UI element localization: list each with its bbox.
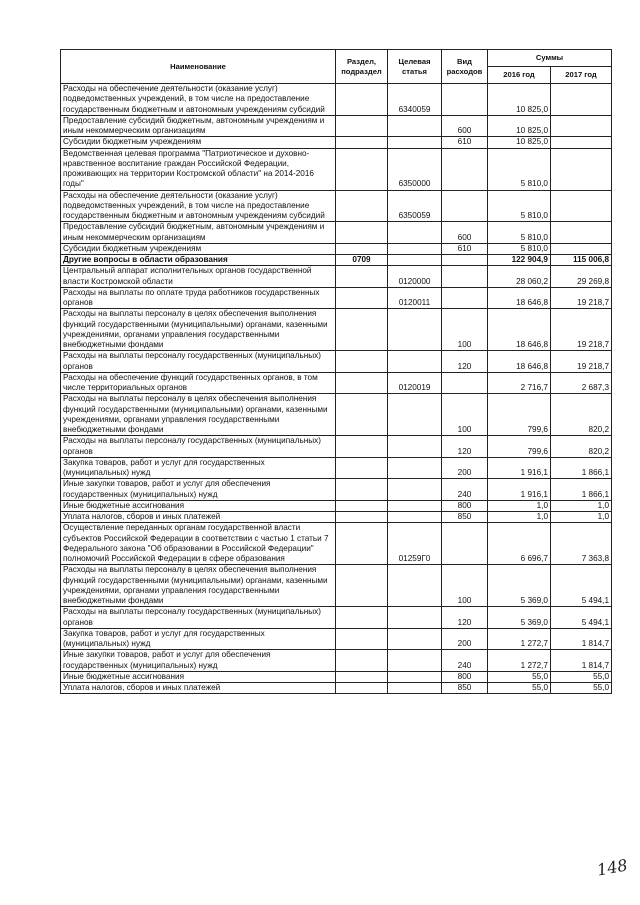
row-article: 0120000	[388, 266, 442, 288]
row-section	[336, 394, 388, 436]
row-sum-2017: 29 269,8	[551, 266, 612, 288]
table-row	[61, 650, 612, 672]
row-name: Расходы на выплаты персоналу государственных (муниципальных) органов	[61, 436, 336, 458]
table-row	[61, 565, 612, 607]
row-sum-2017: 19 218,7	[551, 309, 612, 351]
row-expense-type	[442, 255, 488, 266]
row-expense-type: 200	[442, 628, 488, 650]
row-sum-2017: 820,2	[551, 394, 612, 436]
table-row	[61, 287, 612, 309]
row-article	[388, 683, 442, 694]
row-section	[336, 512, 388, 523]
table-body	[61, 84, 612, 694]
row-name: Расходы на выплаты персоналу государственных (муниципальных) органов	[61, 351, 336, 373]
row-sum-2017: 2 687,3	[551, 372, 612, 394]
row-section	[336, 523, 388, 565]
row-article	[388, 479, 442, 501]
row-expense-type: 240	[442, 479, 488, 501]
row-section	[336, 479, 388, 501]
row-section	[336, 243, 388, 254]
row-sum-2017	[551, 190, 612, 222]
table-row	[61, 683, 612, 694]
row-article	[388, 255, 442, 266]
row-name: Расходы на обеспечение деятельности (оказание услуг) подведомственных учреждений, в том числе на предоставление государственным бюджетным и автономным учреждениям субсидий	[61, 84, 336, 116]
row-expense-type: 600	[442, 222, 488, 244]
row-sum-2016: 5 810,0	[488, 243, 551, 254]
row-sum-2016: 10 825,0	[488, 84, 551, 116]
row-name: Ведомственная целевая программа "Патриотическое и духовно-нравственное воспитание граждан Российской Федерации, проживающих на территории Костромской области" на 2014-2016 годы"	[61, 148, 336, 190]
row-expense-type: 800	[442, 500, 488, 511]
row-section	[336, 287, 388, 309]
row-sum-2016: 28 060,2	[488, 266, 551, 288]
row-article: 6350059	[388, 190, 442, 222]
row-expense-type	[442, 190, 488, 222]
row-expense-type: 600	[442, 115, 488, 137]
row-name: Иные закупки товаров, работ и услуг для обеспечения государственных (муниципальных) нужд	[61, 650, 336, 672]
row-sum-2017: 115 006,8	[551, 255, 612, 266]
row-name: Субсидии бюджетным учреждениям	[61, 243, 336, 254]
row-sum-2016: 2 716,7	[488, 372, 551, 394]
row-sum-2017: 1,0	[551, 512, 612, 523]
row-sum-2016: 18 646,8	[488, 309, 551, 351]
row-sum-2017: 1 866,1	[551, 479, 612, 501]
row-sum-2017	[551, 84, 612, 116]
row-expense-type	[442, 84, 488, 116]
row-name: Расходы на выплаты по оплате труда работников государственных органов	[61, 287, 336, 309]
row-expense-type: 120	[442, 351, 488, 373]
row-section: 0709	[336, 255, 388, 266]
row-section	[336, 309, 388, 351]
table-row	[61, 523, 612, 565]
row-article	[388, 650, 442, 672]
row-name: Расходы на обеспечение функций государственных органов, в том числе территориальных органов	[61, 372, 336, 394]
table-row	[61, 479, 612, 501]
page-number: 148	[595, 855, 629, 880]
row-sum-2017	[551, 115, 612, 137]
row-section	[336, 148, 388, 190]
row-name: Расходы на выплаты персоналу государственных (муниципальных) органов	[61, 607, 336, 629]
row-expense-type: 120	[442, 607, 488, 629]
table-row	[61, 137, 612, 148]
table-row	[61, 115, 612, 137]
row-section	[336, 671, 388, 682]
row-sum-2017: 1,0	[551, 500, 612, 511]
header-expense-type: Вид расходов	[442, 50, 488, 84]
row-sum-2016: 10 825,0	[488, 115, 551, 137]
row-article	[388, 222, 442, 244]
row-article	[388, 457, 442, 479]
row-sum-2016: 799,6	[488, 394, 551, 436]
row-article: 6340059	[388, 84, 442, 116]
table-row	[61, 394, 612, 436]
row-name: Другие вопросы в области образования	[61, 255, 336, 266]
row-section	[336, 607, 388, 629]
budget-table	[60, 49, 612, 694]
row-name: Расходы на выплаты персоналу в целях обеспечения выполнения функций государственными (муниципальными) органами, казенными учреждениями, органами управления государственными внебюджетными фондами	[61, 565, 336, 607]
header-name: Наименование	[61, 50, 336, 84]
row-article	[388, 351, 442, 373]
row-sum-2016: 18 646,8	[488, 351, 551, 373]
row-sum-2017: 19 218,7	[551, 287, 612, 309]
row-article	[388, 607, 442, 629]
row-expense-type: 240	[442, 650, 488, 672]
row-expense-type	[442, 372, 488, 394]
row-section	[336, 222, 388, 244]
row-name: Иные бюджетные ассигнования	[61, 671, 336, 682]
row-sum-2017: 55,0	[551, 671, 612, 682]
row-expense-type: 100	[442, 394, 488, 436]
row-article	[388, 565, 442, 607]
table-row	[61, 309, 612, 351]
table-row	[61, 457, 612, 479]
table-row	[61, 372, 612, 394]
row-section	[336, 683, 388, 694]
row-sum-2017	[551, 243, 612, 254]
row-article: 0120019	[388, 372, 442, 394]
header-year-2017: 2017 год	[551, 67, 612, 84]
row-sum-2017: 7 363,8	[551, 523, 612, 565]
row-name: Расходы на выплаты персоналу в целях обеспечения выполнения функций государственными (муниципальными) органами, казенными учреждениями, органами управления государственными внебюджетными фондами	[61, 394, 336, 436]
row-name: Уплата налогов, сборов и иных платежей	[61, 512, 336, 523]
row-sum-2017: 1 866,1	[551, 457, 612, 479]
row-article	[388, 500, 442, 511]
row-expense-type	[442, 148, 488, 190]
row-sum-2016: 55,0	[488, 671, 551, 682]
row-expense-type	[442, 523, 488, 565]
row-section	[336, 84, 388, 116]
row-name: Расходы на выплаты персоналу в целях обеспечения выполнения функций государственными (муниципальными) органами, казенными учреждениями, органами управления государственными внебюджетными фондами	[61, 309, 336, 351]
row-name: Предоставление субсидий бюджетным, автономным учреждениям и иным некоммерческим организациям	[61, 222, 336, 244]
table-row	[61, 148, 612, 190]
row-sum-2016: 5 810,0	[488, 190, 551, 222]
row-expense-type	[442, 266, 488, 288]
row-article: 0120011	[388, 287, 442, 309]
row-sum-2016: 5 810,0	[488, 222, 551, 244]
table-row	[61, 607, 612, 629]
row-article	[388, 243, 442, 254]
table-row	[61, 222, 612, 244]
row-sum-2016: 6 696,7	[488, 523, 551, 565]
row-section	[336, 500, 388, 511]
row-sum-2017	[551, 222, 612, 244]
row-section	[336, 266, 388, 288]
row-sum-2016: 18 646,8	[488, 287, 551, 309]
row-sum-2016: 1 272,7	[488, 628, 551, 650]
table-header	[61, 50, 612, 84]
row-section	[336, 372, 388, 394]
row-article	[388, 436, 442, 458]
row-name: Закупка товаров, работ и услуг для государственных (муниципальных) нужд	[61, 628, 336, 650]
row-sum-2016: 1 916,1	[488, 479, 551, 501]
row-article	[388, 394, 442, 436]
header-sums: Суммы	[488, 50, 612, 67]
row-article	[388, 512, 442, 523]
table-row	[61, 671, 612, 682]
row-article	[388, 137, 442, 148]
table-row	[61, 255, 612, 266]
row-article	[388, 628, 442, 650]
row-article: 6350000	[388, 148, 442, 190]
table-row	[61, 190, 612, 222]
row-expense-type: 100	[442, 309, 488, 351]
row-name: Иные бюджетные ассигнования	[61, 500, 336, 511]
row-sum-2016: 5 369,0	[488, 565, 551, 607]
row-section	[336, 650, 388, 672]
row-section	[336, 115, 388, 137]
row-name: Осуществление переданных органам государственной власти субъектов Российской Федерации в соответствии с частью 1 статьи 7 Федерального закона "Об образовании в Российской Федерации" полномочий Российской Федерации в сфере образования	[61, 523, 336, 565]
row-article	[388, 671, 442, 682]
row-expense-type: 800	[442, 671, 488, 682]
row-sum-2017: 55,0	[551, 683, 612, 694]
row-expense-type: 100	[442, 565, 488, 607]
row-section	[336, 457, 388, 479]
row-sum-2016: 5 369,0	[488, 607, 551, 629]
row-article	[388, 309, 442, 351]
row-section	[336, 436, 388, 458]
row-sum-2017	[551, 137, 612, 148]
row-section	[336, 351, 388, 373]
row-sum-2016: 799,6	[488, 436, 551, 458]
row-sum-2016: 1 272,7	[488, 650, 551, 672]
row-name: Закупка товаров, работ и услуг для государственных (муниципальных) нужд	[61, 457, 336, 479]
row-expense-type: 200	[442, 457, 488, 479]
row-sum-2016: 55,0	[488, 683, 551, 694]
row-sum-2016: 1,0	[488, 512, 551, 523]
row-section	[336, 137, 388, 148]
row-section	[336, 628, 388, 650]
header-year-2016: 2016 год	[488, 67, 551, 84]
row-sum-2017: 820,2	[551, 436, 612, 458]
header-article: Целевая статья	[388, 50, 442, 84]
row-sum-2017	[551, 148, 612, 190]
row-sum-2017: 1 814,7	[551, 628, 612, 650]
row-section	[336, 565, 388, 607]
row-sum-2017: 19 218,7	[551, 351, 612, 373]
row-expense-type: 850	[442, 512, 488, 523]
row-sum-2016: 122 904,9	[488, 255, 551, 266]
table-row	[61, 243, 612, 254]
table-row	[61, 500, 612, 511]
row-name: Субсидии бюджетным учреждениям	[61, 137, 336, 148]
row-name: Предоставление субсидий бюджетным, автономным учреждениям и иным некоммерческим организациям	[61, 115, 336, 137]
row-sum-2017: 5 494,1	[551, 607, 612, 629]
table-row	[61, 84, 612, 116]
row-sum-2016: 1 916,1	[488, 457, 551, 479]
table-row	[61, 351, 612, 373]
row-sum-2017: 5 494,1	[551, 565, 612, 607]
row-article	[388, 115, 442, 137]
row-sum-2016: 10 825,0	[488, 137, 551, 148]
table-row	[61, 266, 612, 288]
table-row	[61, 512, 612, 523]
row-name: Уплата налогов, сборов и иных платежей	[61, 683, 336, 694]
row-sum-2016: 5 810,0	[488, 148, 551, 190]
row-name: Иные закупки товаров, работ и услуг для обеспечения государственных (муниципальных) нужд	[61, 479, 336, 501]
row-section	[336, 190, 388, 222]
table-row	[61, 436, 612, 458]
row-expense-type: 120	[442, 436, 488, 458]
row-name: Расходы на обеспечение деятельности (оказание услуг) подведомственных учреждений, в том числе на предоставление государственным бюджетным и автономным учреждениям субсидий	[61, 190, 336, 222]
row-expense-type: 610	[442, 137, 488, 148]
row-expense-type	[442, 287, 488, 309]
row-article: 01259Г0	[388, 523, 442, 565]
header-section: Раздел, подраздел	[336, 50, 388, 84]
row-name: Центральный аппарат исполнительных органов государственной власти Костромской области	[61, 266, 336, 288]
row-expense-type: 850	[442, 683, 488, 694]
row-expense-type: 610	[442, 243, 488, 254]
row-sum-2016: 1,0	[488, 500, 551, 511]
table-row	[61, 628, 612, 650]
row-sum-2017: 1 814,7	[551, 650, 612, 672]
